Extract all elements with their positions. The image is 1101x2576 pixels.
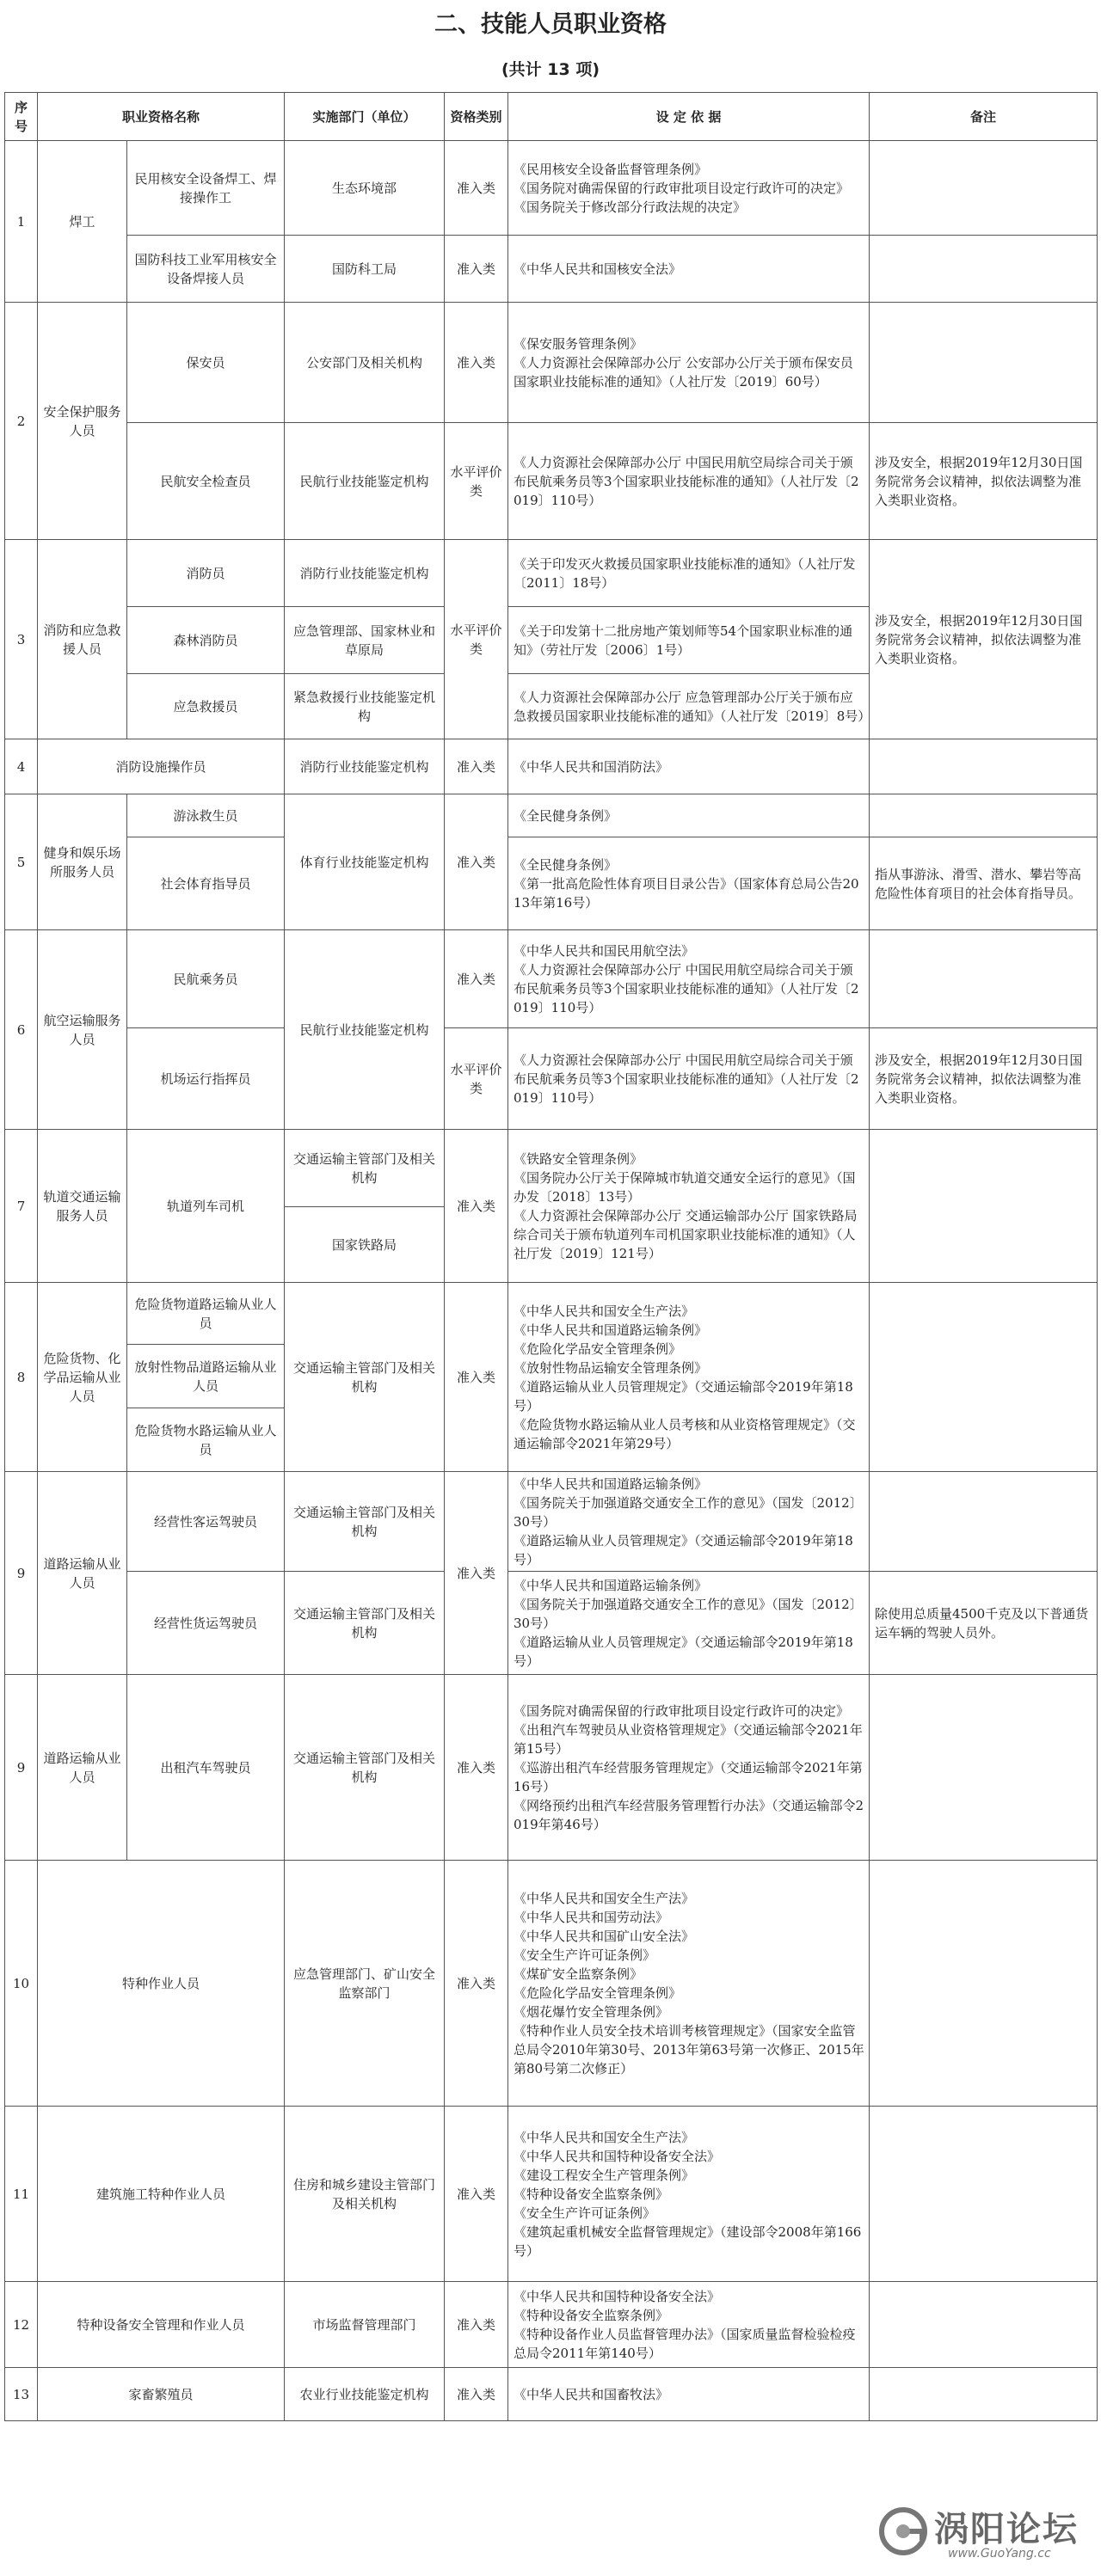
type-cell: 准入类 <box>445 1472 508 1675</box>
name-cell: 轨道列车司机 <box>127 1130 285 1283</box>
basis-item: 《关于印发灭火救援员国家职业技能标准的通知》（人社厅发〔2011〕18号） <box>514 555 856 591</box>
seq-cell: 9 <box>5 1675 38 1861</box>
basis-item: 《人力资源社会保障部办公厅 应急管理部办公厅关于颁布应急救援员国家职业技能标准的通知》（人社厅发〔2019〕8号） <box>514 689 871 724</box>
category-cell: 安全保护服务人员 <box>38 303 127 540</box>
basis-item: 《巡游出租汽车经营服务管理规定》（交通运输部令2021年第16号） <box>514 1759 863 1794</box>
dept-cell: 消防行业技能鉴定机构 <box>285 739 445 794</box>
basis-item: 《中华人民共和国核安全法》 <box>514 261 682 277</box>
basis-item: 《中华人民共和国道路运输条例》 <box>514 1475 708 1492</box>
note-cell <box>870 2107 1098 2282</box>
basis-cell <box>508 607 870 674</box>
type-cell: 准入类 <box>445 303 508 423</box>
type-cell: 水平评价类 <box>445 540 508 739</box>
basis-item: 《危险化学品安全管理条例》 <box>514 1984 682 2001</box>
basis-cell <box>508 1130 870 1283</box>
seq-cell: 11 <box>5 2107 38 2282</box>
note-cell: 除使用总质量4500千克及以下普通货运车辆的驾驶人员外。 <box>870 1572 1098 1675</box>
dept-cell: 民航行业技能鉴定机构 <box>285 423 445 540</box>
name-cell: 游泳救生员 <box>127 794 285 837</box>
basis-item: 《人力资源社会保障部办公厅 中国民用航空局综合司关于颁布民航乘务员等3个国家职业技能标准的通知》（人社厅发〔2019〕110号） <box>514 454 859 508</box>
dept-cell: 市场监督管理部门 <box>285 2282 445 2368</box>
table-row <box>5 423 1098 540</box>
table-row <box>5 739 1098 794</box>
note-cell <box>870 930 1098 1028</box>
basis-cell <box>508 1572 870 1675</box>
seq-cell: 10 <box>5 1861 38 2107</box>
dept-cell: 体育行业技能鉴定机构 <box>285 794 445 930</box>
table-row <box>5 930 1098 1028</box>
name-cell: 特种设备安全管理和作业人员 <box>38 2282 285 2368</box>
basis-item: 《特种设备安全监察条例》 <box>514 2307 669 2323</box>
basis-cell <box>508 739 870 794</box>
table-row <box>5 1028 1098 1130</box>
basis-cell <box>508 2368 870 2421</box>
watermark-name: 涡阳论坛 <box>934 2510 1079 2549</box>
basis-item: 《铁路安全管理条例》 <box>514 1150 643 1167</box>
dept-cell: 紧急救援行业技能鉴定机构 <box>285 674 445 739</box>
col-dept: 实施部门（单位） <box>285 93 445 141</box>
name-cell: 保安员 <box>127 303 285 423</box>
basis-item: 《国务院关于修改部分行政法规的决定》 <box>514 199 747 215</box>
note-cell <box>870 303 1098 423</box>
basis-item: 《国务院办公厅关于保障城市轨道交通安全运行的意见》（国办发〔2018〕13号） <box>514 1169 856 1205</box>
basis-cell <box>508 141 870 236</box>
note-cell: 涉及安全，根据2019年12月30日国务院常务会议精神，拟依法调整为准入类职业资格。 <box>870 1028 1098 1130</box>
dept-cell: 公安部门及相关机构 <box>285 303 445 423</box>
note-cell <box>870 141 1098 236</box>
table-header <box>5 93 1098 141</box>
seq-cell: 3 <box>5 540 38 739</box>
table-row <box>5 1472 1098 1572</box>
table-row <box>5 837 1098 930</box>
table-row <box>5 794 1098 837</box>
type-cell: 准入类 <box>445 2282 508 2368</box>
category-cell: 道路运输从业人员 <box>38 1675 127 1861</box>
basis-item: 《第一批高危险性体育项目目录公告》（国家体育总局公告2013年第16号） <box>514 875 859 911</box>
name-cell: 危险货物道路运输从业人员 <box>127 1283 285 1345</box>
basis-cell <box>508 1028 870 1130</box>
name-cell: 出租汽车驾驶员 <box>127 1675 285 1861</box>
name-cell: 特种作业人员 <box>38 1861 285 2107</box>
dept-cell: 国家铁路局 <box>285 1207 445 1283</box>
seq-cell: 2 <box>5 303 38 540</box>
basis-item: 《全民健身条例》 <box>514 856 618 873</box>
basis-item: 《出租汽车驾驶员从业资格管理规定》（交通运输部令2021年第15号） <box>514 1721 863 1757</box>
seq-cell: 13 <box>5 2368 38 2421</box>
basis-item: 《保安服务管理条例》 <box>514 335 643 352</box>
note-cell <box>870 1861 1098 2107</box>
basis-item: 《特种设备作业人员监督管理办法》（国家质量监督检验检疫总局令2011年第140号） <box>514 2326 856 2361</box>
category-cell: 轨道交通运输服务人员 <box>38 1130 127 1283</box>
seq-cell: 4 <box>5 739 38 794</box>
dept-cell: 交通运输主管部门及相关机构 <box>285 1130 445 1207</box>
basis-item: 《人力资源社会保障部办公厅 中国民用航空局综合司关于颁布民航乘务员等3个国家职业技能标准的通知》（人社厅发〔2019〕110号） <box>514 961 859 1015</box>
type-cell: 准入类 <box>445 794 508 930</box>
table-row <box>5 303 1098 423</box>
note-cell <box>870 1283 1098 1472</box>
basis-item: 《中华人民共和国矿山安全法》 <box>514 1928 695 1944</box>
basis-cell <box>508 540 870 607</box>
table-row <box>5 2368 1098 2421</box>
basis-item: 《中华人民共和国安全生产法》 <box>514 1303 695 1319</box>
basis-item: 《人力资源社会保障部办公厅 公安部办公厅关于颁布保安员国家职业技能标准的通知》（人社厅发〔2019〕60号） <box>514 354 853 389</box>
seq-cell: 1 <box>5 141 38 303</box>
basis-item: 《民用核安全设备监督管理条例》 <box>514 161 708 177</box>
note-cell <box>870 1472 1098 1572</box>
basis-cell <box>508 2107 870 2282</box>
name-cell: 危险货物水路运输从业人员 <box>127 1408 285 1472</box>
type-cell: 准入类 <box>445 1130 508 1283</box>
basis-cell <box>508 2282 870 2368</box>
table-row <box>5 2282 1098 2368</box>
basis-item: 《建设工程安全生产管理条例》 <box>514 2167 695 2183</box>
name-cell: 社会体育指导员 <box>127 837 285 930</box>
name-cell: 建筑施工特种作业人员 <box>38 2107 285 2282</box>
basis-item: 《道路运输从业人员管理规定》（交通运输部令2019年第18号） <box>514 1532 853 1567</box>
qualification-table <box>4 92 1098 2421</box>
basis-item: 《国务院关于加强道路交通安全工作的意见》（国发〔2012〕30号） <box>514 1494 863 1530</box>
dept-cell: 交通运输主管部门及相关机构 <box>285 1572 445 1675</box>
basis-item: 《中华人民共和国安全生产法》 <box>514 1890 695 1906</box>
basis-item: 《中华人民共和国特种设备安全法》 <box>514 2148 721 2164</box>
name-cell: 机场运行指挥员 <box>127 1028 285 1130</box>
dept-cell: 交通运输主管部门及相关机构 <box>285 1675 445 1861</box>
name-cell: 放射性物品道路运输从业人员 <box>127 1345 285 1408</box>
table-row <box>5 1572 1098 1675</box>
basis-item: 《特种设备安全监察条例》 <box>514 2186 669 2202</box>
basis-cell <box>508 794 870 837</box>
basis-item: 《中华人民共和国道路运输条例》 <box>514 1577 708 1593</box>
dept-cell: 生态环境部 <box>285 141 445 236</box>
col-seq: 序号 <box>5 93 38 141</box>
category-cell: 健身和娱乐场所服务人员 <box>38 794 127 930</box>
type-cell: 水平评价类 <box>445 423 508 540</box>
seq-cell: 6 <box>5 930 38 1130</box>
table-row <box>5 1283 1098 1345</box>
dept-cell: 应急管理部门、矿山安全监察部门 <box>285 1861 445 2107</box>
note-cell: 指从事游泳、滑雪、潜水、攀岩等高危险性体育项目的社会体育指导员。 <box>870 837 1098 930</box>
basis-cell <box>508 930 870 1028</box>
category-cell: 道路运输从业人员 <box>38 1472 127 1675</box>
name-cell: 经营性客运驾驶员 <box>127 1472 285 1572</box>
type-cell: 水平评价类 <box>445 1028 508 1130</box>
basis-item: 《危险货物水路运输从业人员考核和从业资格管理规定》（交通运输部令2021年第29号） <box>514 1416 856 1451</box>
note-cell: 涉及安全，根据2019年12月30日国务院常务会议精神，拟依法调整为准入类职业资格。 <box>870 423 1098 540</box>
basis-item: 《安全生产许可证条例》 <box>514 2205 656 2221</box>
dept-cell: 应急管理部、国家林业和草原局 <box>285 607 445 674</box>
note-cell <box>870 236 1098 303</box>
col-type: 资格类别 <box>445 93 508 141</box>
col-note: 备注 <box>870 93 1098 141</box>
name-cell: 民航安全检查员 <box>127 423 285 540</box>
category-cell: 危险货物、化学品运输从业人员 <box>38 1283 127 1472</box>
basis-cell <box>508 674 870 739</box>
category-cell: 航空运输服务人员 <box>38 930 127 1130</box>
type-cell: 准入类 <box>445 236 508 303</box>
type-cell: 准入类 <box>445 2107 508 2282</box>
category-cell: 焊工 <box>38 141 127 303</box>
basis-item: 《道路运输从业人员管理规定》（交通运输部令2019年第18号） <box>514 1634 853 1669</box>
seq-cell: 8 <box>5 1283 38 1472</box>
dept-cell: 消防行业技能鉴定机构 <box>285 540 445 607</box>
note-cell <box>870 1130 1098 1283</box>
site-watermark <box>877 2500 1094 2567</box>
basis-cell <box>508 1861 870 2107</box>
table-row <box>5 236 1098 303</box>
basis-item: 《中华人民共和国畜牧法》 <box>514 2386 669 2402</box>
seq-cell: 9 <box>5 1472 38 1675</box>
name-cell: 消防设施操作员 <box>38 739 285 794</box>
name-cell: 民用核安全设备焊工、焊接操作工 <box>127 141 285 236</box>
page-title: 二、技能人员职业资格 <box>434 11 667 38</box>
watermark-url: www.GuoYang.cc <box>948 2547 1051 2561</box>
type-cell: 准入类 <box>445 739 508 794</box>
basis-item: 《烟花爆竹安全管理条例》 <box>514 2003 669 2020</box>
name-cell: 家畜繁殖员 <box>38 2368 285 2421</box>
basis-item: 《国务院对确需保留的行政审批项目设定行政许可的决定》 <box>514 1702 850 1719</box>
basis-cell <box>508 1283 870 1472</box>
seq-cell: 7 <box>5 1130 38 1283</box>
type-cell: 准入类 <box>445 141 508 236</box>
basis-item: 《危险化学品安全管理条例》 <box>514 1340 682 1357</box>
name-cell: 国防科技工业军用核安全设备焊接人员 <box>127 236 285 303</box>
basis-cell <box>508 236 870 303</box>
basis-item: 《中华人民共和国劳动法》 <box>514 1909 669 1925</box>
basis-item: 《放射性物品运输安全管理条例》 <box>514 1359 708 1376</box>
basis-cell <box>508 1472 870 1572</box>
table-row <box>5 540 1098 607</box>
basis-item: 《全民健身条例》 <box>514 807 618 824</box>
type-cell: 准入类 <box>445 1283 508 1472</box>
basis-item: 《建筑起重机械安全监督管理规定》（建设部令2008年第166号） <box>514 2223 862 2259</box>
basis-item: 《人力资源社会保障部办公厅 中国民用航空局综合司关于颁布民航乘务员等3个国家职业技能标准的通知》（人社厅发〔2019〕110号） <box>514 1052 859 1106</box>
col-name: 职业资格名称 <box>38 93 285 141</box>
note-cell <box>870 2282 1098 2368</box>
type-cell: 准入类 <box>445 2368 508 2421</box>
name-cell: 消防员 <box>127 540 285 607</box>
dept-cell: 民航行业技能鉴定机构 <box>285 930 445 1130</box>
basis-item: 《安全生产许可证条例》 <box>514 1947 656 1963</box>
basis-item: 《中华人民共和国民用航空法》 <box>514 942 695 959</box>
table-row <box>5 141 1098 236</box>
basis-item: 《关于印发第十二批房地产策划师等54个国家职业标准的通知》（劳社厅发〔2006〕1号） <box>514 623 853 658</box>
basis-item: 《网络预约出租汽车经营服务管理暂行办法》（交通运输部令2019年第46号） <box>514 1797 864 1832</box>
basis-cell <box>508 1675 870 1861</box>
dept-cell: 住房和城乡建设主管部门及相关机构 <box>285 2107 445 2282</box>
basis-item: 《国务院对确需保留的行政审批项目设定行政许可的决定》 <box>514 180 850 196</box>
basis-item: 《中华人民共和国道路运输条例》 <box>514 1322 708 1338</box>
basis-item: 《道路运输从业人员管理规定》（交通运输部令2019年第18号） <box>514 1378 853 1414</box>
note-cell <box>870 2368 1098 2421</box>
basis-item: 《国务院关于加强道路交通安全工作的意见》（国发〔2012〕30号） <box>514 1596 863 1631</box>
name-cell: 民航乘务员 <box>127 930 285 1028</box>
basis-item: 《特种作业人员安全技术培训考核管理规定》（国家安全监管总局令2010年第30号、2013年第63号第一次修正、2015年第80号第二次修正） <box>514 2022 864 2076</box>
table-row <box>5 2107 1098 2282</box>
table-row <box>5 1130 1098 1207</box>
dept-cell: 国防科工局 <box>285 236 445 303</box>
basis-item: 《中华人民共和国安全生产法》 <box>514 2129 695 2145</box>
note-cell: 涉及安全，根据2019年12月30日国务院常务会议精神，拟依法调整为准入类职业资格。 <box>870 540 1098 739</box>
seq-cell: 12 <box>5 2282 38 2368</box>
basis-cell <box>508 303 870 423</box>
table-row <box>5 1675 1098 1861</box>
type-cell: 准入类 <box>445 1861 508 2107</box>
basis-cell <box>508 837 870 930</box>
basis-item: 《煤矿安全监察条例》 <box>514 1966 643 1982</box>
name-cell: 森林消防员 <box>127 607 285 674</box>
dept-cell: 交通运输主管部门及相关机构 <box>285 1472 445 1572</box>
basis-item: 《人力资源社会保障部办公厅 交通运输部办公厅 国家铁路局综合司关于颁布轨道列车司机国家职业技能标准的通知》（人社厅发〔2019〕121号） <box>514 1207 858 1261</box>
type-cell: 准入类 <box>445 1675 508 1861</box>
category-cell: 消防和应急救援人员 <box>38 540 127 739</box>
dept-cell: 交通运输主管部门及相关机构 <box>285 1283 445 1472</box>
basis-item: 《中华人民共和国特种设备安全法》 <box>514 2288 721 2304</box>
item-count: (共计 13 项) <box>501 60 600 79</box>
seq-cell: 5 <box>5 794 38 930</box>
forum-logo-icon <box>877 2505 929 2557</box>
note-cell <box>870 1675 1098 1861</box>
note-cell <box>870 739 1098 794</box>
dept-cell: 农业行业技能鉴定机构 <box>285 2368 445 2421</box>
name-cell: 应急救援员 <box>127 674 285 739</box>
table-row <box>5 1861 1098 2107</box>
col-basis: 设 定 依 据 <box>508 93 870 141</box>
basis-cell <box>508 423 870 540</box>
name-cell: 经营性货运驾驶员 <box>127 1572 285 1675</box>
basis-item: 《中华人民共和国消防法》 <box>514 758 669 775</box>
note-cell <box>870 794 1098 837</box>
type-cell: 准入类 <box>445 930 508 1028</box>
